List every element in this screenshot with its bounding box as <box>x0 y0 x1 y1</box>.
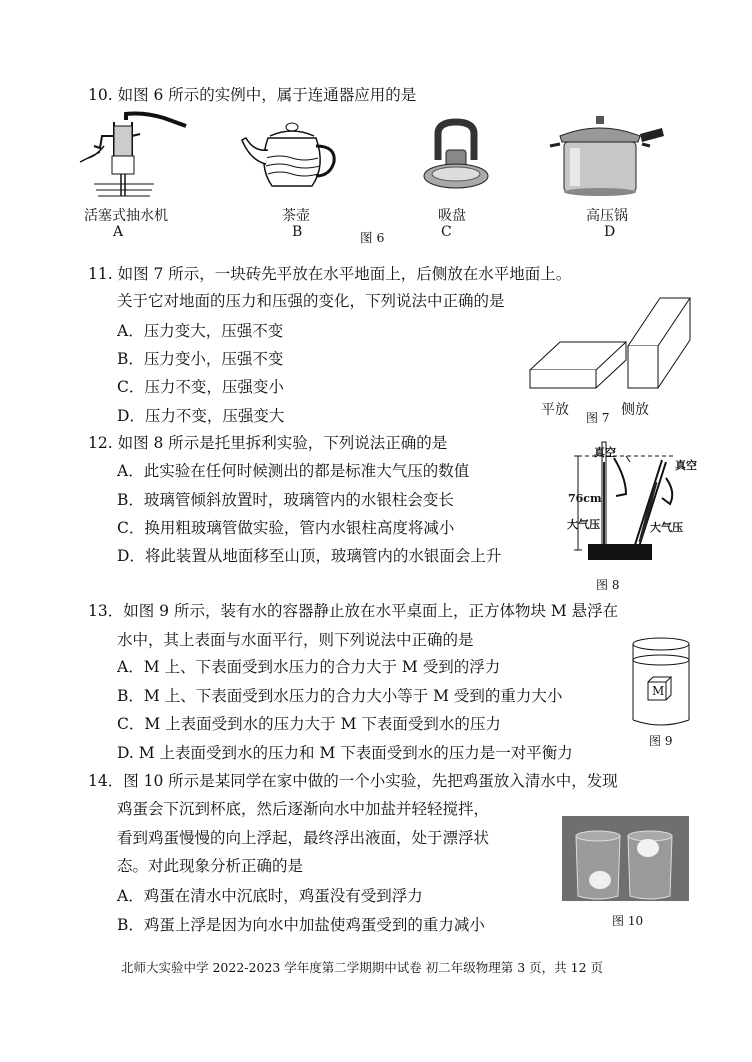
figure-8-vacuum-1: 真空 <box>594 446 616 459</box>
q10-option-c-letter: C <box>441 224 452 240</box>
q11-option-c: C．压力不变，压强变小 <box>117 378 284 396</box>
q14-stem-line-2: 鸡蛋会下沉到杯底，然后逐渐向水中加盐并轻轻搅拌， <box>117 800 490 818</box>
figure-9-block-label: M <box>652 684 665 698</box>
figure-7-flat-label: 平放 <box>541 402 569 418</box>
q14-option-b: B．鸡蛋上浮是因为向水中加盐使鸡蛋受到的重力减小 <box>117 916 485 934</box>
page-footer: 北师大实验中学 2022-2023 学年度第二学期期中试卷 初二年级物理第 3 页，共 12 页 <box>121 960 604 975</box>
q11-option-a: A．压力变大，压强不变 <box>117 322 284 340</box>
brick-illustration <box>528 296 698 394</box>
egg-experiment-photo <box>562 816 689 901</box>
figure-8-height: 76cm <box>568 492 602 505</box>
q10-option-b-letter: B <box>292 224 303 240</box>
q10-option-c-name: 吸盘 <box>438 208 466 224</box>
q14-stem-line-3: 看到鸡蛋慢慢的向上浮起，最终浮出液面，处于漂浮状 <box>117 829 490 847</box>
figure-8-label: 图 8 <box>596 578 620 592</box>
figure-6-label: 图 6 <box>360 230 385 245</box>
q14-stem-line-1: 14．图 10 所示是某同学在家中做的一个小实验，先把鸡蛋放入清水中，发现 <box>88 772 618 790</box>
piston-pump-illustration <box>74 112 194 200</box>
q10-option-d-letter: D <box>604 224 616 240</box>
q13-option-b: B．M 上、下表面受到水压力的合力大小等于 M 受到的重力大小 <box>117 687 563 705</box>
q12-option-b: B．玻璃管倾斜放置时，玻璃管内的水银柱会变长 <box>117 491 454 509</box>
suction-cup-illustration <box>418 116 494 196</box>
q13-stem-line-1: 13．如图 9 所示，装有水的容器静止放在水平桌面上，正方体物块 M 悬浮在 <box>88 602 619 620</box>
water-container-illustration <box>630 636 692 728</box>
q12-stem: 12. 如图 8 所示是托里拆利实验，下列说法正确的是 <box>88 434 448 452</box>
q11-stem-line-1: 11. 如图 7 所示，一块砖先平放在水平地面上，后侧放在水平地面上。 <box>88 265 572 283</box>
figure-8-vacuum-2: 真空 <box>675 459 697 472</box>
figure-8-atm-1: 大气压 <box>567 518 600 531</box>
q14-option-a: A．鸡蛋在清水中沉底时，鸡蛋没有受到浮力 <box>117 887 423 905</box>
q12-option-d: D．将此装置从地面移至山顶，玻璃管内的水银面会上升 <box>117 547 502 565</box>
figure-7-label: 图 7 <box>586 411 610 425</box>
q13-option-a: A．M 上、下表面受到水压力的合力大于 M 受到的浮力 <box>117 658 501 676</box>
q10-stem: 10. 如图 6 所示的实例中，属于连通器应用的是 <box>88 86 417 104</box>
q10-option-d-name: 高压锅 <box>586 208 628 224</box>
q10-option-a-name: 活塞式抽水机 <box>84 208 168 224</box>
figure-7-side-label: 侧放 <box>621 402 649 418</box>
q13-option-c: C．M 上表面受到水的压力大于 M 下表面受到水的压力 <box>117 715 501 733</box>
q12-option-c: C．换用粗玻璃管做实验，管内水银柱高度将减小 <box>117 519 455 537</box>
q10-option-a-letter: A <box>113 224 124 240</box>
pressure-cooker-illustration <box>546 114 666 200</box>
figure-8-atm-2: 大气压 <box>650 521 683 534</box>
teapot-illustration <box>240 120 340 200</box>
q14-stem-line-4: 态。对此现象分析正确的是 <box>117 857 304 875</box>
q10-option-b-name: 茶壶 <box>282 208 310 224</box>
q11-option-d: D．压力不变，压强变大 <box>117 407 285 425</box>
q12-option-a: A．此实验在任何时候测出的都是标准大气压的数值 <box>117 462 470 480</box>
q13-stem-line-2: 水中，其上表面与水面平行，则下列说法中正确的是 <box>117 631 474 649</box>
figure-9-label: 图 9 <box>649 734 673 748</box>
q13-option-d: D. M 上表面受到水的压力和 M 下表面受到水的压力是一对平衡力 <box>117 744 573 762</box>
q11-stem-line-2: 关于它对地面的压力和压强的变化，下列说法中正确的是 <box>117 292 505 310</box>
q11-option-b: B．压力变小，压强不变 <box>117 350 284 368</box>
figure-10-label: 图 10 <box>612 914 644 928</box>
